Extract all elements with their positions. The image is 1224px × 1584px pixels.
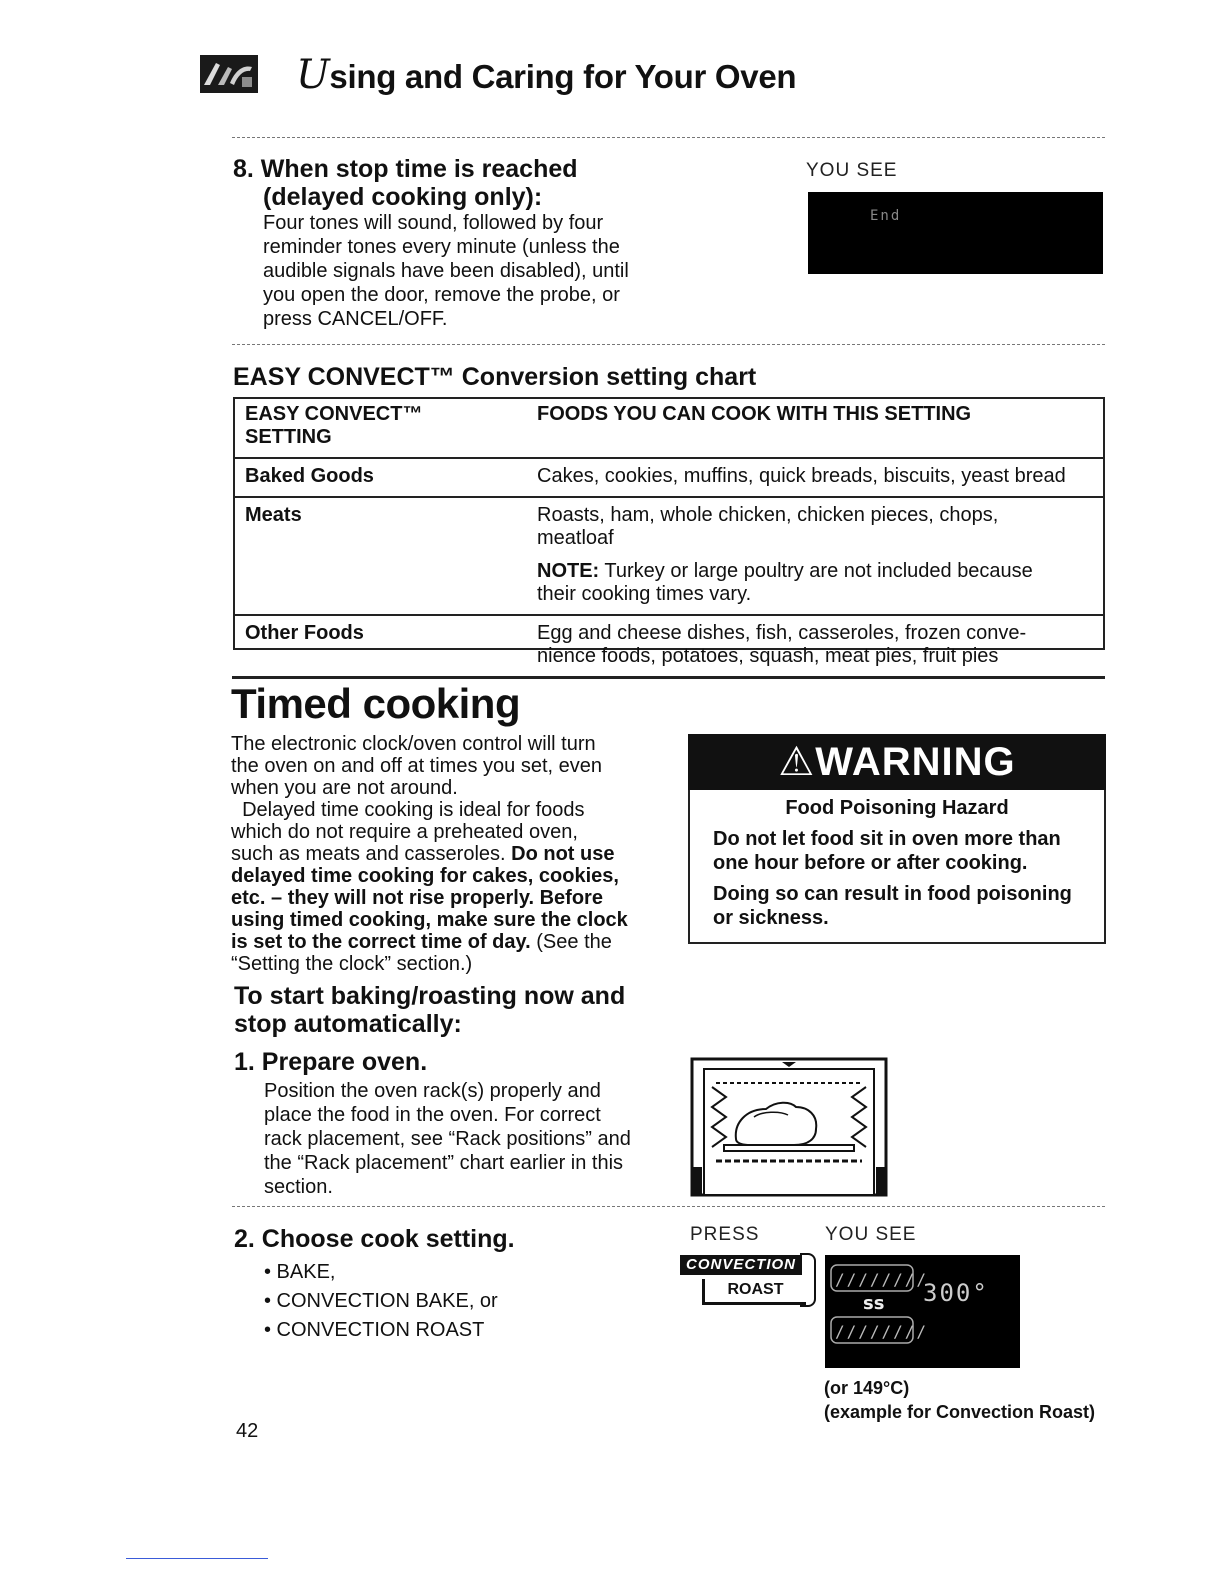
convection-display-panel <box>825 1255 1020 1368</box>
body-line: place the food in the oven. For correct <box>264 1104 601 1126</box>
subheading-line: To start baking/roasting now and <box>234 982 626 1010</box>
convection-label: CONVECTION <box>680 1255 802 1275</box>
body-line: audible signals have been disabled), until <box>263 260 629 282</box>
body-line: press CANCEL/OFF. <box>263 308 448 330</box>
foods-line: nience foods, potatoes, squash, meat pies, fruit pies <box>537 645 999 667</box>
table-cell-foods <box>525 497 1105 615</box>
warning-line: or sickness. <box>713 907 829 929</box>
note-label: NOTE: <box>537 560 600 582</box>
note-line: their cooking times vary. <box>537 583 752 605</box>
bold-line: is set to the correct time of day. <box>231 931 531 953</box>
page-header-title <box>296 52 796 98</box>
convection-roast-button[interactable] <box>680 1253 820 1309</box>
bold-line: using timed cooking, make sure the clock <box>231 909 628 931</box>
body-line: section. <box>264 1176 333 1198</box>
table-header-cell: EASY CONVECT™ SETTING <box>233 397 525 458</box>
table-row <box>233 458 1105 497</box>
warning-line: Doing so can result in food poisoning <box>713 883 1072 905</box>
body-line: Position the oven rack(s) properly and <box>264 1080 601 1102</box>
end-display-panel <box>808 192 1103 274</box>
body-line: when you are not around. <box>231 777 458 799</box>
divider <box>232 1206 1105 1207</box>
section-rule <box>232 676 1105 679</box>
warning-line: one hour before or after cooking. <box>713 852 1028 874</box>
table-cell-setting: Meats <box>233 497 525 615</box>
step8-title <box>233 155 578 211</box>
body-line: reminder tones every minute (unless the <box>263 236 620 258</box>
table-cell-setting: Other Foods <box>245 622 364 644</box>
bold-line: Do not use <box>511 843 615 865</box>
divider <box>232 344 1105 345</box>
option-item: • CONVECTION ROAST <box>264 1319 485 1341</box>
oven-with-chicken-illustration <box>690 1057 888 1197</box>
subheading-line: stop automatically: <box>234 1010 462 1038</box>
display-segments <box>825 1255 1020 1368</box>
bold-line: delayed time cooking for cakes, cookies, <box>231 865 619 887</box>
display-caption <box>824 1376 1095 1424</box>
step8-body <box>263 211 663 331</box>
warning-line: Do not let food sit in oven more than <box>713 828 1061 850</box>
step1-body <box>264 1079 674 1199</box>
footer-line <box>126 1558 268 1559</box>
table-cell-setting: Baked Goods <box>233 458 525 497</box>
page-number: 42 <box>236 1420 259 1442</box>
body-line: the oven on and off at times you set, even <box>231 755 602 777</box>
svg-text:////////: //////// <box>835 1322 929 1341</box>
divider <box>232 137 1105 138</box>
table-row <box>233 497 1105 615</box>
body-line: “Setting the clock” section.) <box>231 953 473 975</box>
step2-options <box>264 1258 498 1345</box>
table-header-cell: FOODS YOU CAN COOK WITH THIS SETTING <box>525 397 1105 458</box>
body-line: which do not require a preheated oven, <box>231 821 578 843</box>
you-see-label: YOU SEE <box>825 1224 917 1245</box>
step8-title-line: 8. When stop time is reached <box>233 155 578 183</box>
caption-line: (or 149°C) <box>824 1378 910 1398</box>
table-cell-foods <box>525 615 1105 676</box>
foods-line: Cakes, cookies, muffins, quick breads, biscuits, yeast bread <box>537 465 1066 487</box>
body-line: Delayed time cooking is ideal for foods <box>231 799 585 821</box>
conversion-chart-table <box>233 397 1105 676</box>
header-title-rest: sing and Caring for Your Oven <box>329 58 797 95</box>
caption-line: (example for Convection Roast) <box>824 1402 1096 1422</box>
table-note <box>537 560 1093 606</box>
step8-title-line: (delayed cooking only): <box>263 183 543 211</box>
timed-subheading <box>234 982 625 1038</box>
warning-text <box>713 827 1098 930</box>
end-display-text: End <box>870 208 902 224</box>
body-line: (See the <box>530 931 612 953</box>
body-line: The electronic clock/oven control will turn <box>231 733 596 755</box>
body-line: the “Rack placement” chart earlier in this <box>264 1152 624 1174</box>
you-see-label: YOU SEE <box>806 160 898 181</box>
warning-banner: ⚠WARNING <box>688 734 1106 790</box>
display-temperature: 300° <box>923 1279 989 1307</box>
foods-line: Roasts, ham, whole chicken, chicken pieces, chops, <box>537 504 999 526</box>
svg-text:////////: //////// <box>835 1270 929 1289</box>
option-item: • BAKE, <box>264 1261 336 1283</box>
timed-intro <box>231 733 671 975</box>
press-label: PRESS <box>690 1224 760 1245</box>
note-line: Turkey or large poultry are not included because <box>599 560 1033 582</box>
timed-cooking-heading: Timed cooking <box>231 680 521 727</box>
chart-title: EASY CONVECT™ Conversion setting chart <box>233 363 757 391</box>
option-item: • CONVECTION BAKE, or <box>264 1290 498 1312</box>
foods-line: Egg and cheese dishes, fish, casseroles, frozen conve- <box>537 622 1027 644</box>
body-line: Four tones will sound, followed by four <box>263 212 604 234</box>
step1-title: 1. Prepare oven. <box>234 1048 428 1076</box>
body-line: you open the door, remove the probe, or <box>263 284 620 306</box>
bold-line: etc. – they will not rise properly. Before <box>231 887 603 909</box>
warning-hazard-title: Food Poisoning Hazard <box>785 797 1009 819</box>
foods-line: meatloaf <box>537 527 614 549</box>
table-row <box>233 615 1105 676</box>
table-cell-foods <box>525 458 1105 497</box>
body-line: rack placement, see “Rack positions” and <box>264 1128 631 1150</box>
roast-label: ROAST <box>702 1279 806 1305</box>
step2-title: 2. Choose cook setting. <box>234 1225 515 1253</box>
svg-text:ss: ss <box>863 1293 885 1314</box>
header-title-initial: U <box>296 52 330 98</box>
body-line: such as meats and casseroles. <box>231 843 512 865</box>
table-header-row <box>233 397 1105 458</box>
oven-section-logo-icon <box>200 55 258 93</box>
